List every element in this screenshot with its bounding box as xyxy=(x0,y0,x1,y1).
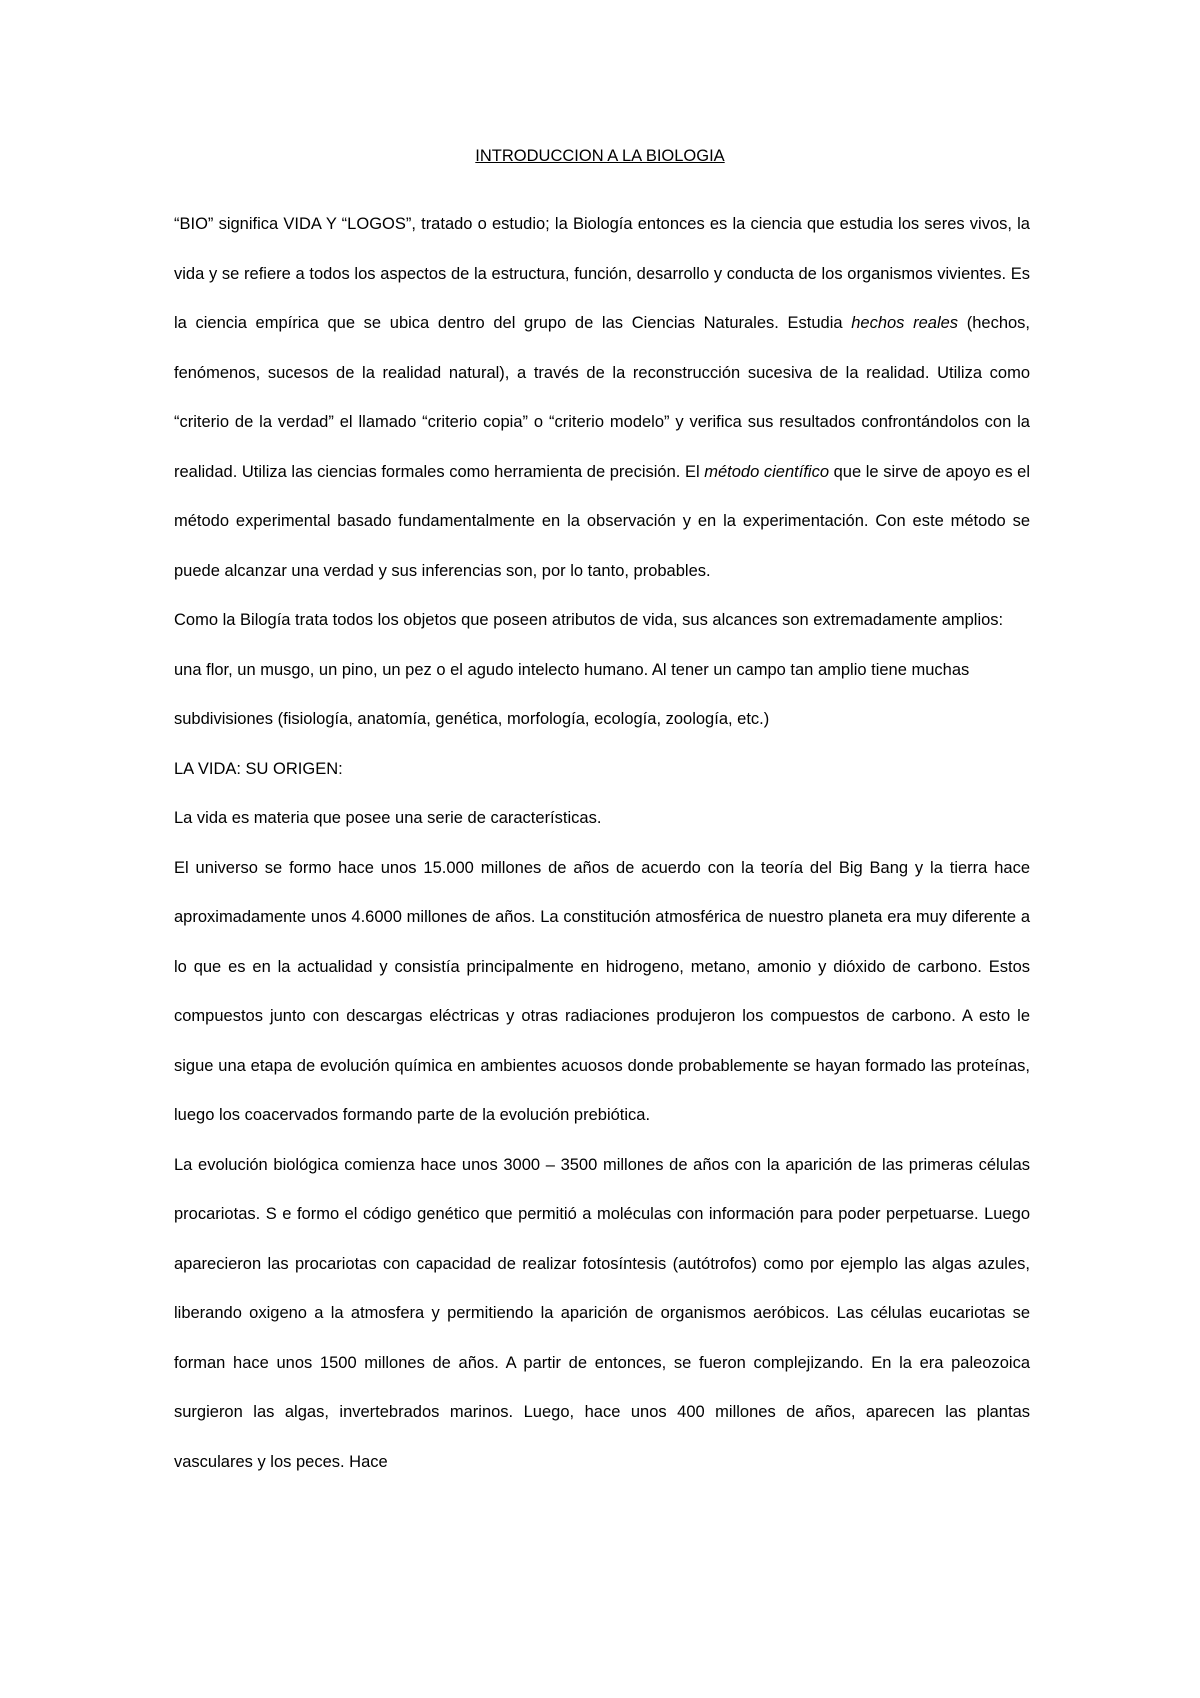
page-title: INTRODUCCION A LA BIOLOGIA xyxy=(475,147,725,165)
emphasis-metodo-cientifico: método científico xyxy=(704,462,830,481)
paragraph-scope: Como la Bilogía trata todos los objetos que poseen atributos de vida, sus alcances son extremadamente amplios: una flor, un musgo, un pino, un pez o el agudo intelecto humano. Al tener un campo tan amplio tiene muchas subdivisiones (fisiología, anatomía, genética, morfología, ecología, zoología, etc.) xyxy=(174,611,1004,728)
paragraph-universe: El universo se formo hace unos 15.000 millones de años de acuerdo con la teoría del Big Bang y la tierra hace aproximadamente unos 4.6000 millones de años. La constitución atmosférica de nuestro planeta era muy diferente a lo que es en la actualidad y consistía principalmente en hidrogeno, metano, amonio y dióxido de carbono. Estos compuestos junto con descargas eléctricas y otras radiaciones produjeron los compuestos de carbono. A esto le sigue una etapa de evolución química en ambientes acuosos donde probablemente se hayan formado las proteínas, luego los coacervados formando parte de la evolución prebiótica. xyxy=(174,858,1030,1124)
paragraph-intro-text-c: que le sirve de apoyo es el método experimental basado fundamentalmente en la observación y en la experimentación. Con este método se puede alcanzar una verdad y sus inferencias son, por lo tanto, probables. xyxy=(174,462,1031,580)
paragraph-intro-text-a: “BIO” significa VIDA Y “LOGOS”, tratado o estudio; la Biología entonces es la ciencia que estudia los seres vivos, la vida y se refiere a todos los aspectos de la estructura, función, desarrollo y conducta de los organismos vivientes. Es la ciencia empírica que se ubica dentro del grupo de las Ciencias Naturales. Estudia xyxy=(174,215,1030,332)
emphasis-hechos-reales: hechos reales xyxy=(851,314,959,332)
paragraph-evolution: La evolución biológica comienza hace unos 3000 – 3500 millones de años con la aparición de las primeras células procariotas. S e formo el código genético que permitió a moléculas con información para poder perpetuarse. Luego aparecieron las procariotas con capacidad de realizar fotosíntesis (autótrofos) como por ejemplo las algas azules, liberando oxigeno a la atmosfera y permitiendo la aparición de organismos aeróbicos. Las células eucariotas se forman hace unos 1500 millones de años. A partir de entonces, se fueron complejizando. En la era paleozoica surgieron las algas, invertebrados marinos. Luego, hace unos 400 millones de años, aparecen las plantas vasculares y los peces. Hace xyxy=(174,1155,1030,1471)
section-heading-origin: LA VIDA: SU ORIGEN: xyxy=(174,759,343,778)
paragraph-intro-text-b: (hechos, fenómenos, sucesos de la realidad natural), a través de la reconstrucción sucesiva de la realidad. Utiliza como “criterio de la verdad” el llamado “criterio copia” o “criterio modelo” y verifica sus resultados confrontándolos con la realidad. Utiliza las ciencias formales como herramienta de precisión. El xyxy=(174,314,1031,481)
paragraph-intro xyxy=(174,200,1030,596)
paragraph-definition: La vida es materia que posee una serie de características. xyxy=(174,809,602,827)
document-body xyxy=(174,200,1030,1487)
